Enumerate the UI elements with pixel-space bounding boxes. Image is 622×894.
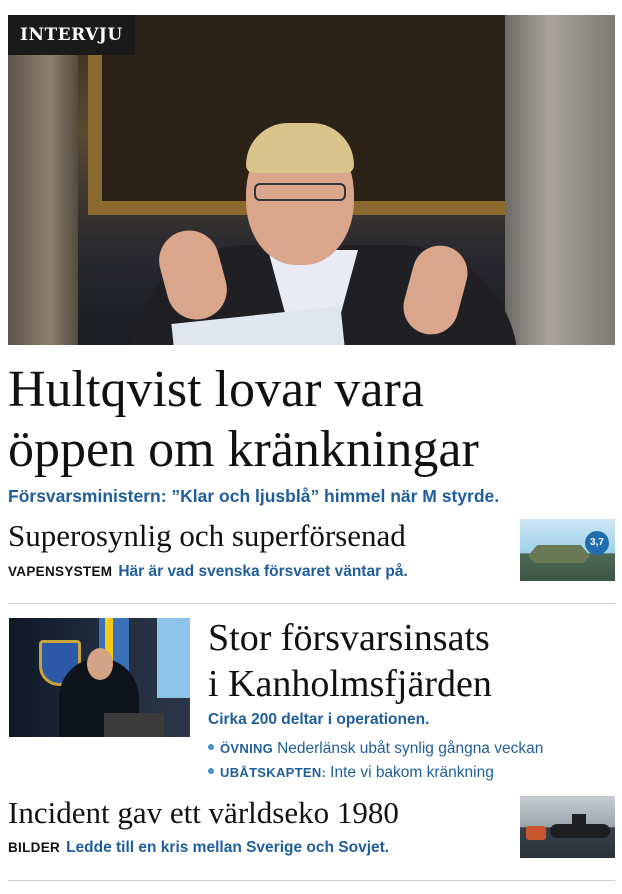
article2-headline[interactable]: Superosynlig och superförsenad [8, 518, 406, 553]
main-headline[interactable] [8, 360, 618, 480]
article3-bullet-2[interactable] [208, 764, 494, 782]
article4-sub[interactable] [8, 839, 389, 857]
microphones-icon [104, 713, 164, 737]
divider [8, 880, 615, 881]
article2-link[interactable]: Här är vad svenska försvaret väntar på. [118, 563, 408, 580]
article3-bullet-1[interactable] [208, 740, 543, 758]
tank-icon [528, 545, 590, 563]
article3-headline[interactable] [208, 615, 618, 707]
submarine-tower [572, 814, 586, 828]
main-headline-line2[interactable]: öppen om kränkningar [8, 421, 479, 478]
un-flag-icon [157, 618, 190, 698]
article3-headline-line1[interactable]: Stor försvarsinsats [208, 617, 490, 659]
article4-thumbnail[interactable] [520, 796, 615, 858]
glasses-icon [254, 183, 346, 201]
article4-headline[interactable]: Incident gav ett världseko 1980 [8, 795, 399, 830]
article3-headline-line2[interactable]: i Kanholmsfjärden [208, 663, 492, 705]
bullet-kicker: ÖVNING [220, 741, 274, 756]
article4-kicker: BILDER [8, 840, 61, 855]
article2-thumbnail[interactable] [520, 519, 615, 581]
bullet-text[interactable]: Nederlänsk ubåt synlig gångna veckan [277, 740, 544, 757]
section-badge: INTERVJU [8, 15, 135, 55]
article3-photo[interactable] [9, 618, 190, 737]
article2-sub[interactable] [8, 563, 408, 581]
main-lead-link[interactable]: Försvarsministern: ”Klar och ljusblå” himmel när M styrde. [8, 486, 500, 506]
marble-column [505, 15, 615, 345]
boat-icon [526, 826, 546, 840]
hero-image[interactable] [8, 15, 615, 345]
main-headline-line1[interactable]: Hultqvist lovar vara [8, 361, 424, 418]
marble-wall [8, 15, 78, 345]
article4-link[interactable]: Ledde till en kris mellan Sverige och Sovjet. [66, 839, 390, 856]
bullet-text[interactable]: Inte vi bakom kränkning [330, 764, 494, 781]
bullet-dot-icon [208, 768, 214, 774]
article2-kicker: VAPENSYSTEM [8, 564, 113, 579]
bullet-kicker: UBÅTSKAPTEN: [220, 765, 327, 780]
thumb-number: 3,7 [585, 531, 609, 555]
bullet-dot-icon [208, 744, 214, 750]
officer-face [87, 648, 113, 680]
divider [8, 603, 615, 604]
article3-lead[interactable]: Cirka 200 deltar i operationen. [208, 711, 430, 728]
